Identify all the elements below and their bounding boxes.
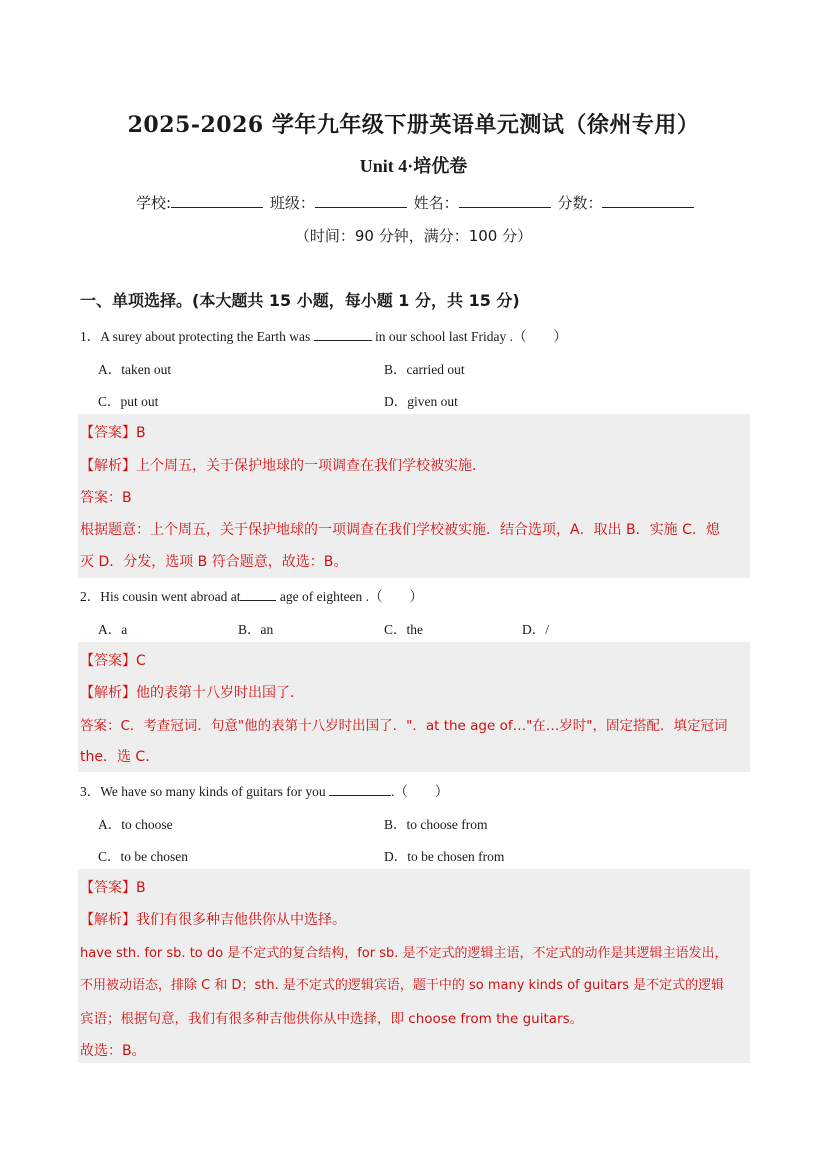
q1-answer-value: B: [136, 425, 146, 441]
q1-explain-3: 灭 D．分发，选项 B 符合题意，故选：B。: [80, 554, 348, 570]
q3-explain-1: have sth. for sb. to do 是不定式的复合结构，for sb. 是不定式的逻辑主语，不定式的动作是其逻辑主语发出，: [80, 946, 728, 961]
q2-option-c[interactable]: C．the: [384, 622, 423, 637]
q2-answer-box: [78, 642, 750, 772]
q2-option-d[interactable]: D．/: [522, 622, 549, 637]
q3-analysis-text: 我们有很多种吉他供你从中选择。: [136, 912, 346, 928]
q3-option-a[interactable]: A．to choose: [98, 817, 173, 832]
q1-explain-2: 根据题意：上个周五，关于保护地球的一项调查在我们学校被实施．结合选项，A．取出 B．实施 C．熄: [80, 522, 720, 538]
question-1: [80, 325, 567, 345]
q3-option-b[interactable]: B．to choose from: [384, 817, 488, 832]
q1-answer-tag: 【答案】: [80, 425, 136, 441]
q1-answer: [80, 422, 146, 442]
q2-analysis: [80, 682, 304, 702]
q2-answer: [80, 650, 146, 670]
q3-stem-after: .（ ）: [391, 784, 449, 799]
q3-explain-3: 宾语；根据句意，我们有很多种吉他供你从中选择，即 choose from the guitars。: [80, 1011, 584, 1027]
q2-analysis-tag: 【解析】: [80, 685, 136, 701]
q2-explain-2: the．选 C．: [80, 749, 160, 765]
school-label: 学校:: [136, 194, 172, 212]
q3-answer-tag: 【答案】: [80, 880, 136, 896]
q3-answer: [80, 877, 146, 897]
q2-stem-before: 2．His cousin went abroad at: [80, 589, 241, 604]
q2-blank[interactable]: [240, 588, 276, 601]
q2-analysis-text: 他的表第十八岁时出国了．: [136, 685, 304, 701]
q3-answer-value: B: [136, 880, 146, 896]
q1-option-c[interactable]: C．put out: [98, 394, 159, 409]
q1-stem-after: in our school last Friday .（ ）: [374, 329, 567, 344]
q2-option-a[interactable]: A．a: [98, 622, 128, 637]
q1-explain-1: 答案：B: [80, 490, 132, 506]
name-label: 姓名：: [413, 194, 459, 212]
q1-analysis-text: 上个周五，关于保护地球的一项调查在我们学校被实施．: [136, 458, 486, 474]
student-info-row: [136, 192, 696, 213]
q2-answer-value: C: [136, 653, 146, 669]
exam-title: 2025-2026 学年九年级下册英语单元测试（徐州专用）: [127, 112, 700, 138]
question-3: [80, 780, 448, 800]
q1-option-d[interactable]: D．given out: [384, 394, 458, 409]
q1-option-a[interactable]: A．taken out: [98, 362, 172, 377]
q3-explain-4: 故选：B。: [80, 1043, 146, 1059]
q3-option-c[interactable]: C．to be chosen: [98, 849, 188, 864]
q3-explain-2: 不用被动语态，排除 C 和 D；sth. 是不定式的逻辑宾语，题干中的 so many kinds of guitars 是不定式的逻辑: [80, 978, 725, 993]
q2-option-b[interactable]: B．an: [238, 622, 274, 637]
q3-blank[interactable]: [329, 783, 391, 796]
q3-answer-box: [78, 869, 750, 1063]
q1-blank[interactable]: [314, 328, 372, 341]
score-label: 分数：: [557, 194, 603, 212]
time-info: （时间：90 分钟，满分：100 分）: [294, 227, 533, 245]
name-blank[interactable]: [459, 193, 551, 208]
question-2: [80, 585, 423, 605]
q3-stem-before: 3．We have so many kinds of guitars for you: [80, 784, 326, 799]
q3-option-d[interactable]: D．to be chosen from: [384, 849, 505, 864]
class-label: 班级：: [269, 194, 315, 212]
class-blank[interactable]: [315, 193, 407, 208]
score-blank[interactable]: [602, 193, 694, 208]
q2-stem-after: age of eighteen .（ ）: [279, 589, 424, 604]
q1-analysis: [80, 455, 486, 475]
exam-subtitle: Unit 4·培优卷: [359, 156, 468, 176]
q1-analysis-tag: 【解析】: [80, 458, 136, 474]
q1-stem-before: 1．A surey about protecting the Earth was: [80, 329, 311, 344]
school-blank[interactable]: [171, 193, 263, 208]
q3-analysis: [80, 909, 346, 929]
q1-option-b[interactable]: B．carried out: [384, 362, 465, 377]
q3-analysis-tag: 【解析】: [80, 912, 136, 928]
q2-answer-tag: 【答案】: [80, 653, 136, 669]
q2-explain-1: 答案：C．考查冠词．句意"他的表第十八岁时出国了．"．at the age of…"在…岁时"，固定搭配．填定冠词: [80, 718, 728, 734]
section-title: 一、单项选择。(本大题共 15 小题，每小题 1 分，共 15 分): [80, 291, 520, 310]
